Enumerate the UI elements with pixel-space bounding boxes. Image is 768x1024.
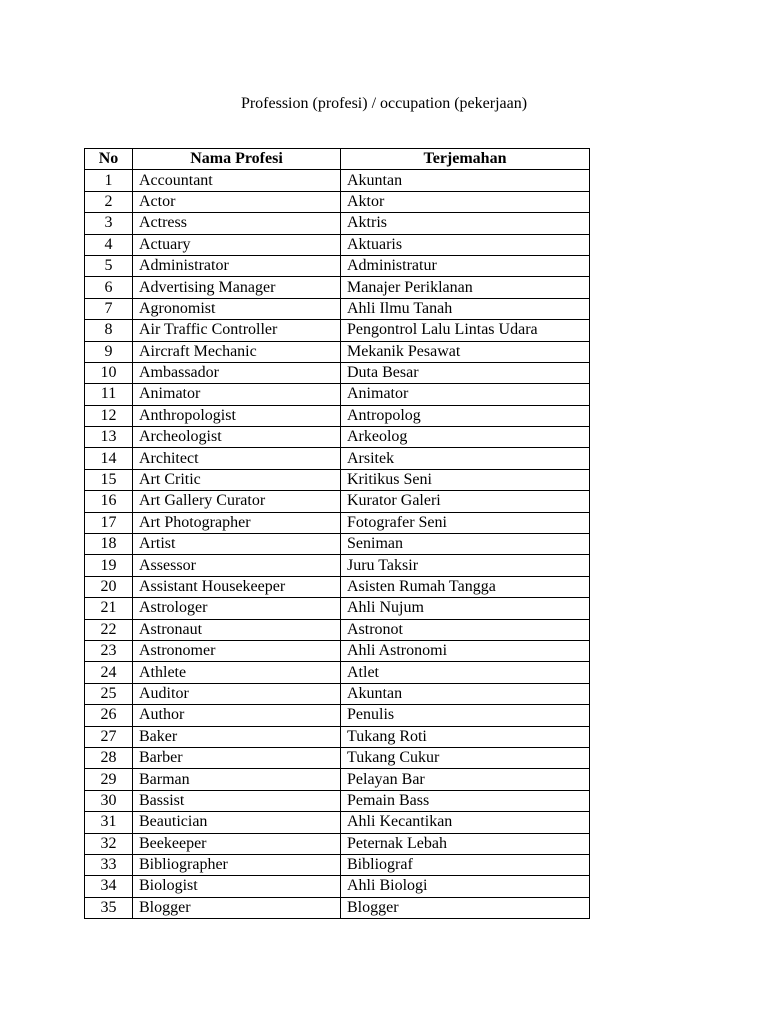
table-row xyxy=(85,298,590,319)
table-row xyxy=(85,876,590,897)
profession-translation: Asisten Rumah Tangga xyxy=(341,576,590,597)
profession-name: Aircraft Mechanic xyxy=(133,341,341,362)
table-row xyxy=(85,812,590,833)
row-number: 21 xyxy=(85,598,133,619)
row-number: 19 xyxy=(85,555,133,576)
row-number: 16 xyxy=(85,491,133,512)
profession-name: Astronomer xyxy=(133,640,341,661)
profession-name: Advertising Manager xyxy=(133,277,341,298)
profession-translation: Arsitek xyxy=(341,448,590,469)
row-number: 15 xyxy=(85,469,133,490)
profession-translation: Pelayan Bar xyxy=(341,769,590,790)
table-row xyxy=(85,640,590,661)
profession-translation: Ahli Astronomi xyxy=(341,640,590,661)
row-number: 14 xyxy=(85,448,133,469)
table-row xyxy=(85,897,590,918)
row-number: 34 xyxy=(85,876,133,897)
profession-translation: Fotografer Seni xyxy=(341,512,590,533)
profession-translation: Administratur xyxy=(341,255,590,276)
profession-name: Bibliographer xyxy=(133,854,341,875)
table-row xyxy=(85,341,590,362)
row-number: 28 xyxy=(85,747,133,768)
profession-translation: Akuntan xyxy=(341,683,590,704)
profession-name: Administrator xyxy=(133,255,341,276)
row-number: 18 xyxy=(85,534,133,555)
row-number: 32 xyxy=(85,833,133,854)
profession-translation: Pengontrol Lalu Lintas Udara xyxy=(341,320,590,341)
profession-name: Beekeeper xyxy=(133,833,341,854)
row-number: 22 xyxy=(85,619,133,640)
header-terjemahan: Terjemahan xyxy=(341,149,590,170)
table-row xyxy=(85,598,590,619)
table-row xyxy=(85,854,590,875)
row-number: 29 xyxy=(85,769,133,790)
table-row xyxy=(85,726,590,747)
profession-translation: Kurator Galeri xyxy=(341,491,590,512)
table-row xyxy=(85,234,590,255)
table-row xyxy=(85,555,590,576)
profession-translation: Akuntan xyxy=(341,170,590,191)
table-row xyxy=(85,448,590,469)
row-number: 26 xyxy=(85,705,133,726)
table-row xyxy=(85,384,590,405)
profession-name: Archeologist xyxy=(133,427,341,448)
table-row xyxy=(85,362,590,383)
table-body xyxy=(85,170,590,919)
table-row xyxy=(85,255,590,276)
table-row xyxy=(85,170,590,191)
profession-name: Artist xyxy=(133,534,341,555)
row-number: 6 xyxy=(85,277,133,298)
profession-name: Art Critic xyxy=(133,469,341,490)
table-row xyxy=(85,191,590,212)
profession-translation: Seniman xyxy=(341,534,590,555)
profession-name: Agronomist xyxy=(133,298,341,319)
row-number: 30 xyxy=(85,790,133,811)
profession-translation: Ahli Ilmu Tanah xyxy=(341,298,590,319)
table-row xyxy=(85,705,590,726)
profession-name: Barman xyxy=(133,769,341,790)
profession-name: Actor xyxy=(133,191,341,212)
row-number: 7 xyxy=(85,298,133,319)
profession-translation: Aktris xyxy=(341,213,590,234)
table-row xyxy=(85,619,590,640)
table-row xyxy=(85,576,590,597)
table-row xyxy=(85,512,590,533)
row-number: 27 xyxy=(85,726,133,747)
profession-translation: Pemain Bass xyxy=(341,790,590,811)
profession-translation: Atlet xyxy=(341,662,590,683)
profession-translation: Aktor xyxy=(341,191,590,212)
profession-name: Ambassador xyxy=(133,362,341,383)
row-number: 17 xyxy=(85,512,133,533)
profession-name: Anthropologist xyxy=(133,405,341,426)
profession-name: Astronaut xyxy=(133,619,341,640)
profession-translation: Arkeolog xyxy=(341,427,590,448)
profession-translation: Ahli Nujum xyxy=(341,598,590,619)
profession-translation: Astronot xyxy=(341,619,590,640)
row-number: 10 xyxy=(85,362,133,383)
table-row xyxy=(85,277,590,298)
profession-name: Bassist xyxy=(133,790,341,811)
table-header-row xyxy=(85,149,590,170)
table-row xyxy=(85,427,590,448)
profession-name: Assessor xyxy=(133,555,341,576)
row-number: 33 xyxy=(85,854,133,875)
table-row xyxy=(85,320,590,341)
table-row xyxy=(85,469,590,490)
profession-name: Barber xyxy=(133,747,341,768)
profession-name: Animator xyxy=(133,384,341,405)
profession-translation: Antropolog xyxy=(341,405,590,426)
table-row xyxy=(85,790,590,811)
profession-name: Actuary xyxy=(133,234,341,255)
row-number: 3 xyxy=(85,213,133,234)
profession-name: Beautician xyxy=(133,812,341,833)
table-row xyxy=(85,534,590,555)
profession-name: Blogger xyxy=(133,897,341,918)
profession-translation: Ahli Biologi xyxy=(341,876,590,897)
profession-translation: Tukang Roti xyxy=(341,726,590,747)
row-number: 2 xyxy=(85,191,133,212)
row-number: 31 xyxy=(85,812,133,833)
table-row xyxy=(85,405,590,426)
profession-translation: Ahli Kecantikan xyxy=(341,812,590,833)
row-number: 5 xyxy=(85,255,133,276)
profession-translation: Blogger xyxy=(341,897,590,918)
profession-translation: Kritikus Seni xyxy=(341,469,590,490)
profession-name: Author xyxy=(133,705,341,726)
profession-translation: Aktuaris xyxy=(341,234,590,255)
row-number: 12 xyxy=(85,405,133,426)
row-number: 23 xyxy=(85,640,133,661)
profession-name: Architect xyxy=(133,448,341,469)
table-row xyxy=(85,491,590,512)
profession-translation: Tukang Cukur xyxy=(341,747,590,768)
row-number: 8 xyxy=(85,320,133,341)
profession-name: Athlete xyxy=(133,662,341,683)
profession-translation: Bibliograf xyxy=(341,854,590,875)
table-row xyxy=(85,213,590,234)
row-number: 20 xyxy=(85,576,133,597)
profession-translation: Manajer Periklanan xyxy=(341,277,590,298)
row-number: 25 xyxy=(85,683,133,704)
profession-name: Astrologer xyxy=(133,598,341,619)
table-row xyxy=(85,683,590,704)
table-row xyxy=(85,769,590,790)
row-number: 1 xyxy=(85,170,133,191)
profession-translation: Penulis xyxy=(341,705,590,726)
profession-translation: Juru Taksir xyxy=(341,555,590,576)
row-number: 24 xyxy=(85,662,133,683)
profession-name: Baker xyxy=(133,726,341,747)
profession-name: Art Gallery Curator xyxy=(133,491,341,512)
profession-translation: Duta Besar xyxy=(341,362,590,383)
header-no: No xyxy=(85,149,133,170)
row-number: 4 xyxy=(85,234,133,255)
header-nama-profesi: Nama Profesi xyxy=(133,149,341,170)
table-row xyxy=(85,833,590,854)
row-number: 9 xyxy=(85,341,133,362)
profession-name: Air Traffic Controller xyxy=(133,320,341,341)
profession-translation: Peternak Lebah xyxy=(341,833,590,854)
profession-name: Accountant xyxy=(133,170,341,191)
row-number: 35 xyxy=(85,897,133,918)
profession-translation: Mekanik Pesawat xyxy=(341,341,590,362)
profession-name: Auditor xyxy=(133,683,341,704)
row-number: 13 xyxy=(85,427,133,448)
profession-table xyxy=(84,148,590,919)
row-number: 11 xyxy=(85,384,133,405)
profession-name: Actress xyxy=(133,213,341,234)
table-row xyxy=(85,747,590,768)
profession-name: Assistant Housekeeper xyxy=(133,576,341,597)
profession-translation: Animator xyxy=(341,384,590,405)
table-row xyxy=(85,662,590,683)
profession-name: Biologist xyxy=(133,876,341,897)
document-title: Profession (profesi) / occupation (pekerjaan) xyxy=(240,95,528,112)
profession-name: Art Photographer xyxy=(133,512,341,533)
